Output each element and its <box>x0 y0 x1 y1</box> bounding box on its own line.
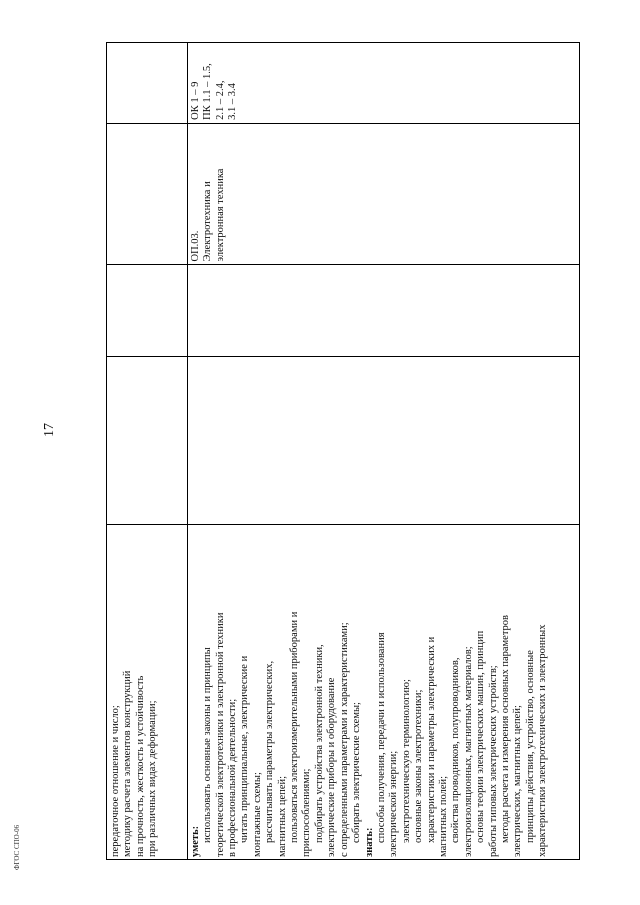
main-lines-line: основы теории электрических машин, принцип <box>475 630 487 843</box>
disc-lines-line: Электротехника и <box>202 181 214 262</box>
main-lines-line: электрические приборы и оборудование <box>326 677 338 857</box>
competencies-cell <box>188 43 579 123</box>
requirements-lines <box>190 527 550 857</box>
main-lines-line: читать принципиальные, электрические и <box>239 655 251 843</box>
main-lines-line: монтажные схемы; <box>251 772 263 857</box>
main-lines-line: уметь: <box>189 825 201 857</box>
main-lines-line: собирать электрические схемы; <box>351 702 363 843</box>
comp-lines-line: 2.1 – 2.4, <box>214 80 226 120</box>
main-lines-line: электрической энергии; <box>388 750 400 857</box>
cont-lines-line: передаточное отношение и число; <box>110 705 121 857</box>
main-lines-line: электротехническую терминологию; <box>400 679 412 843</box>
main-lines-line: приспособлениями; <box>301 768 313 857</box>
table-row-continuation <box>107 43 188 859</box>
empty-cell <box>107 123 187 265</box>
main-lines-line: способы получения, передачи и использования <box>375 632 387 843</box>
table-row-op03 <box>188 43 579 859</box>
comp-lines-line: 3.1 – 3.4 <box>227 83 239 120</box>
continuation-lines <box>110 527 160 857</box>
main-lines-line: магнитных полей; <box>437 775 449 857</box>
main-lines-line: теоретической электротехники и электронной техники <box>214 612 226 857</box>
main-lines-line: основные законы электротехники; <box>413 689 425 843</box>
disc-lines-line: ОП.03. <box>189 230 201 262</box>
footer-code: ФГОС СПО-06 <box>13 824 21 870</box>
cont-lines-line: методику расчета элементов конструкций <box>122 670 134 857</box>
main-lines-line: характеристики и параметры электрических и <box>425 636 437 843</box>
comp-lines-line: ПК 1.1 – 1.5, <box>202 63 214 120</box>
main-lines-line: использовать основные законы и принципы <box>202 647 214 843</box>
main-lines-line: свойства проводников, полупроводников, <box>450 657 462 843</box>
continuation-content-cell <box>107 524 187 859</box>
main-lines-line: электроизоляционных, магнитных материалов; <box>462 646 474 857</box>
comp-lines-line: ОК 1 – 9 <box>189 81 201 120</box>
disc-lines-line: электронная техника <box>214 168 226 262</box>
empty-cell <box>107 43 187 123</box>
discipline-lines <box>190 126 227 262</box>
empty-cell <box>107 356 187 524</box>
main-lines-line: методы расчета и измерения основных параметров <box>499 614 511 843</box>
main-lines-line: электрических, магнитных цепей; <box>512 705 524 857</box>
main-lines-line: с определенными параметрами и характеристиками; <box>338 622 350 857</box>
requirements-cell <box>188 524 579 859</box>
empty-cell <box>188 356 579 524</box>
page-number: 17 <box>42 423 57 437</box>
main-lines-line: пользоваться электроизмерительными приборами и <box>289 611 301 843</box>
main-lines-line: магнитных цепей; <box>276 775 288 857</box>
main-lines-line: характеристики электротехнических и электронных <box>537 624 549 857</box>
competency-table <box>106 42 580 860</box>
cont-lines-line: при различных видах деформации; <box>147 700 159 857</box>
cont-lines-line: на прочность, жесткость и устойчивость <box>134 675 146 857</box>
main-lines-line: работы типовых электрических устройств; <box>487 665 499 857</box>
main-lines-line: подбирать устройства электронной техники, <box>313 644 325 843</box>
main-lines-line: принципы действия, устройство, основные <box>524 650 536 843</box>
empty-cell <box>188 264 579 356</box>
main-lines-line: знать: <box>363 827 375 857</box>
competency-lines <box>190 45 240 120</box>
discipline-cell <box>188 123 579 265</box>
main-lines-line: в профессиональной деятельности; <box>227 698 239 857</box>
empty-cell <box>107 264 187 356</box>
main-lines-line: рассчитывать параметры электрических, <box>264 660 276 843</box>
